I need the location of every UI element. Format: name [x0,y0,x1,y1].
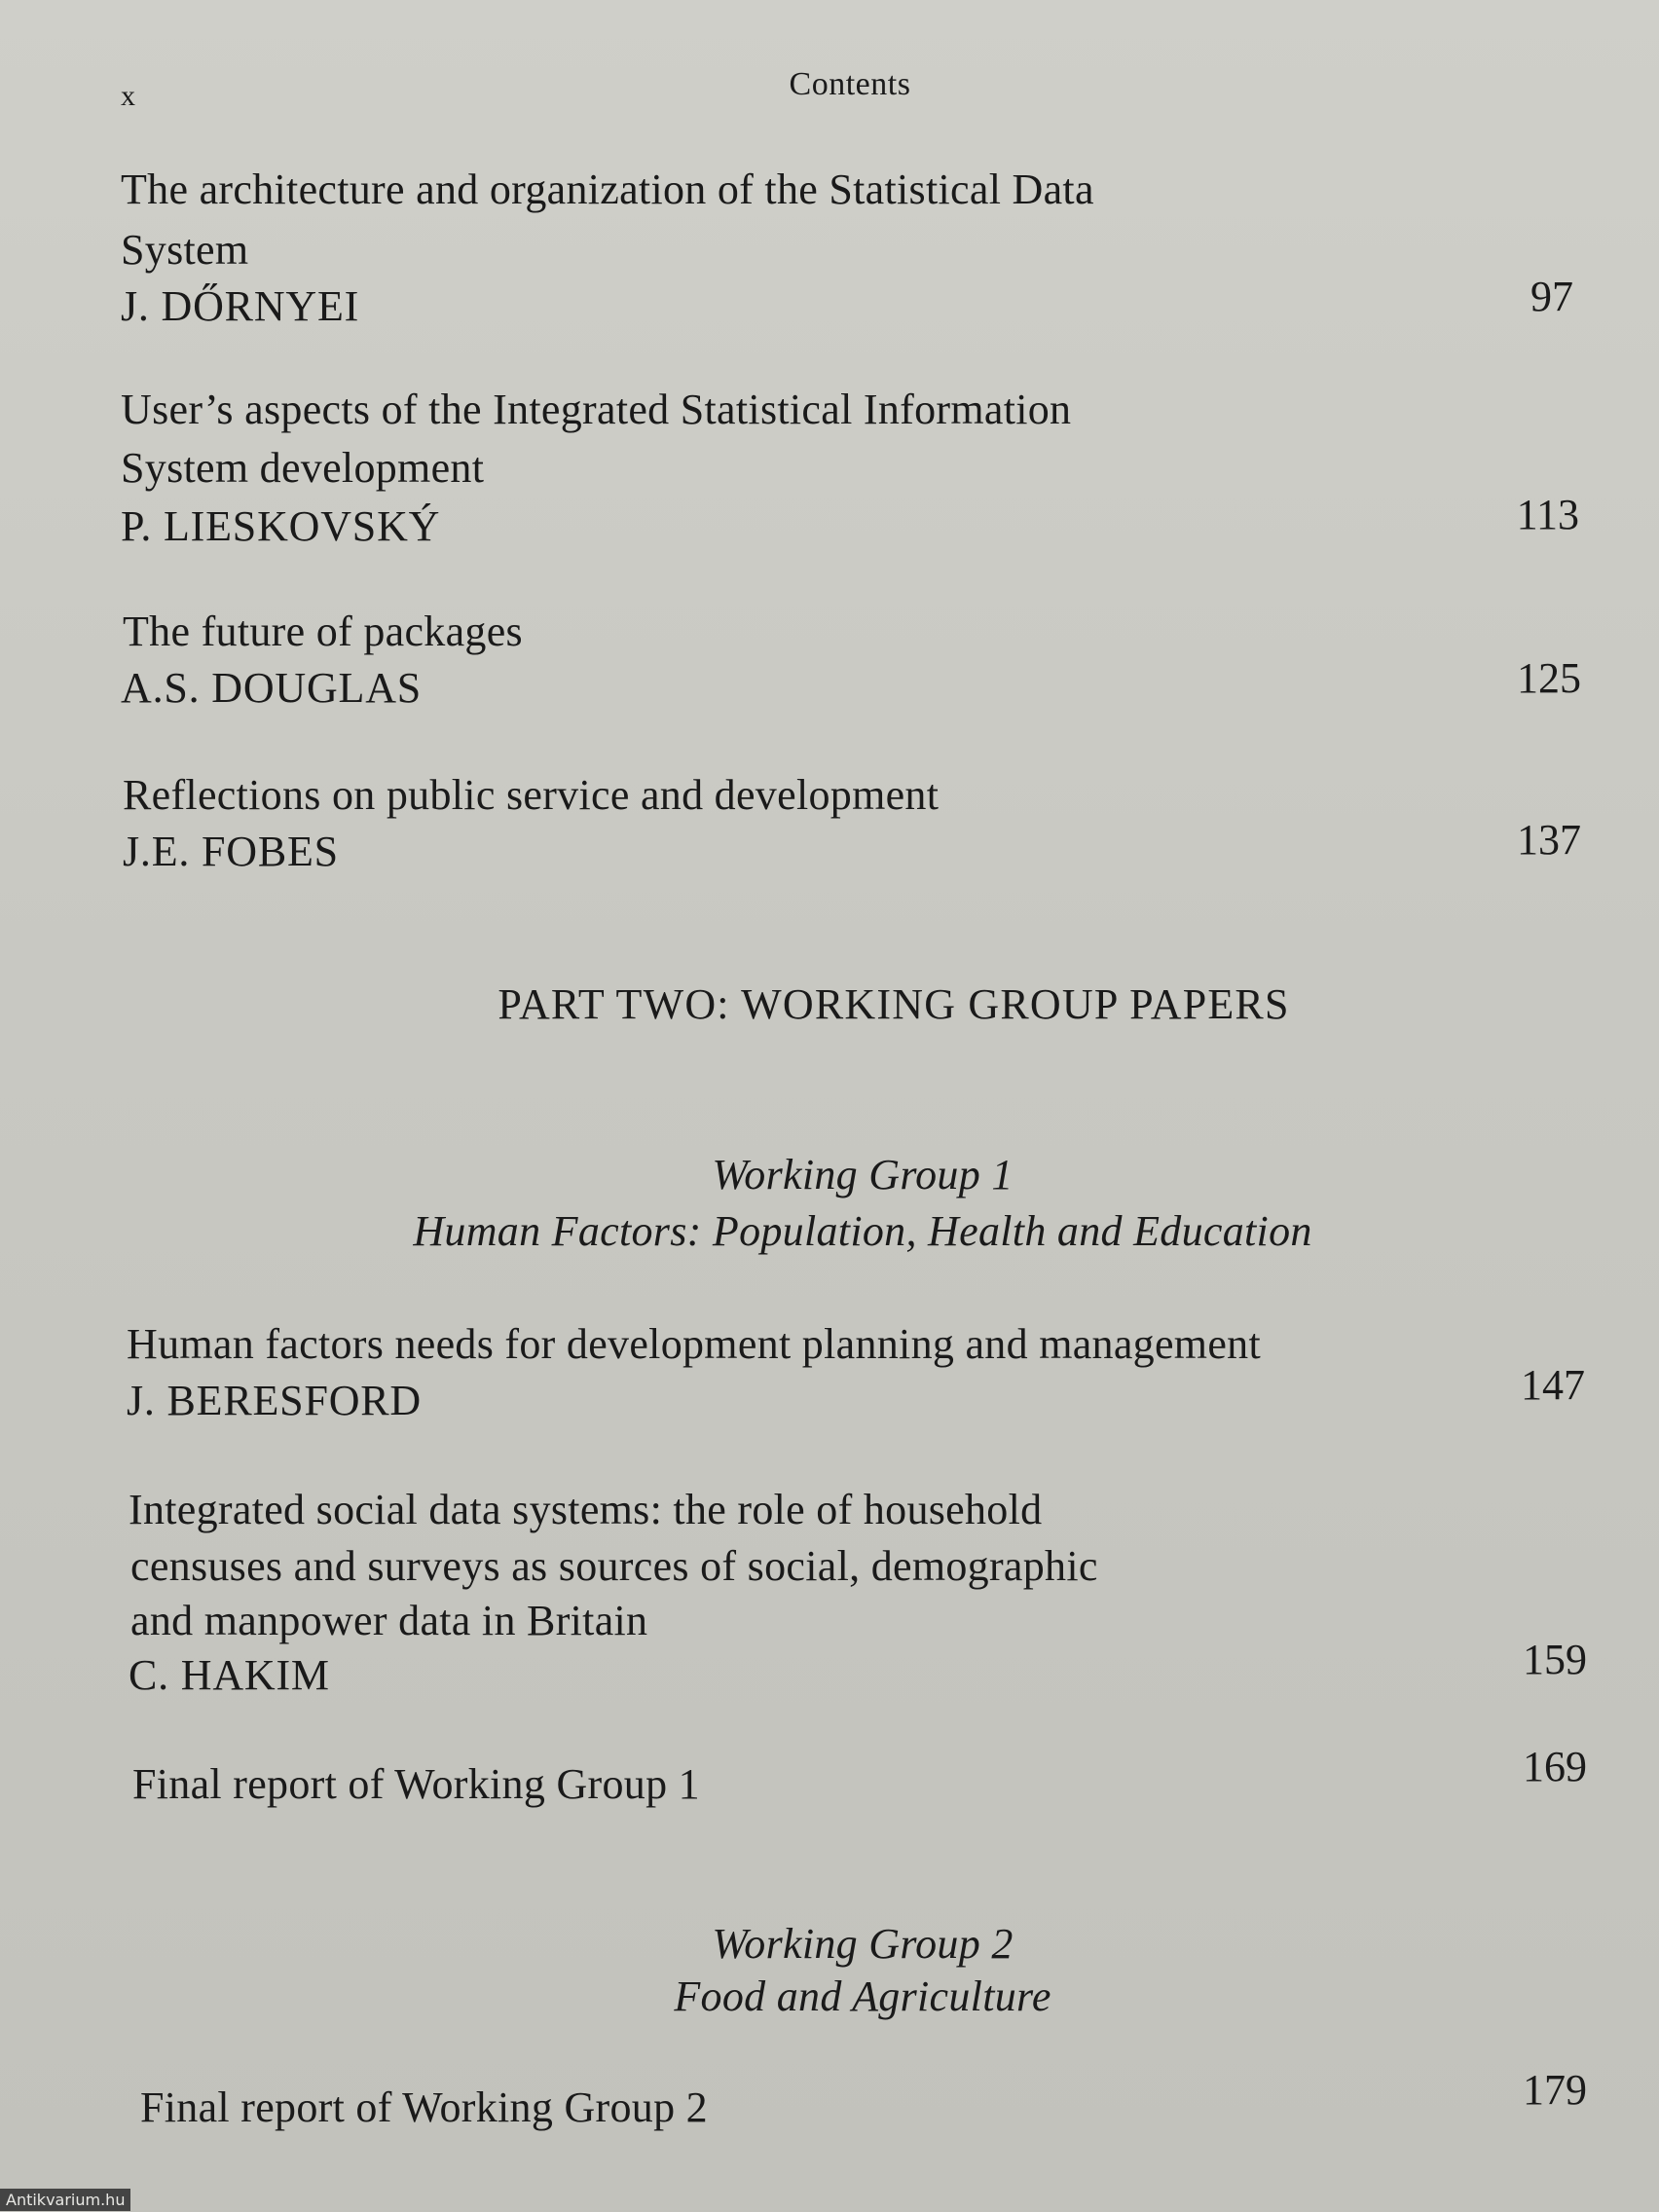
wg1-entry-1-title-line-1: Human factors needs for development planning and management [127,1320,1261,1368]
entry-1-author: J. DŐRNYEI [121,282,360,330]
wg1-entry-1-author: J. BERESFORD [127,1377,423,1424]
entry-1-title-line-2: System [121,226,249,274]
wg1-entry-2-title-line-2: censuses and surveys as sources of social, demographic [130,1542,1098,1590]
entry-1-title-line-1: The architecture and organization of the Statistical Data [121,166,1094,213]
wg2-entry-1-title-line-1: Final report of Working Group 2 [140,2083,708,2131]
working-group-1-subtitle: Human Factors: Population, Health and Education [413,1207,1312,1255]
wg1-entry-1-page-number: 147 [1521,1361,1585,1409]
running-head: Contents [789,66,911,102]
entry-2-page-number: 113 [1516,491,1579,538]
entry-4-title-line-1: Reflections on public service and development [123,771,940,819]
working-group-2-label: Working Group 2 [712,1920,1014,1968]
wg1-entry-2-title-line-3: and manpower data in Britain [130,1597,648,1644]
entry-2-title-line-1: User’s aspects of the Integrated Statistical Information [121,386,1072,433]
entry-3-author: A.S. DOUGLAS [121,664,423,712]
entry-4-author: J.E. FOBES [123,828,339,875]
entry-4-page-number: 137 [1517,816,1581,864]
wg1-entry-2-author: C. HAKIM [129,1651,330,1699]
entry-2-author: P. LIESKOVSKÝ [121,502,441,550]
entry-2-title-line-2: System development [121,444,485,492]
wg1-entry-2-title-line-1: Integrated social data systems: the role of household [129,1486,1043,1533]
wg1-entry-3-title-line-1: Final report of Working Group 1 [132,1760,700,1808]
entry-3-page-number: 125 [1517,654,1581,702]
entry-3-title-line-1: The future of packages [123,608,523,655]
entry-1-page-number: 97 [1530,273,1573,320]
wg1-entry-2-page-number: 159 [1523,1636,1587,1683]
wg2-entry-1-page-number: 179 [1523,2066,1587,2114]
working-group-2-subtitle: Food and Agriculture [674,1972,1051,2020]
working-group-1-label: Working Group 1 [712,1151,1014,1198]
watermark-text: Antikvarium.hu [0,2189,130,2211]
part-two-heading: PART TWO: WORKING GROUP PAPERS [498,980,1290,1028]
page-folio: x [121,80,136,112]
wg1-entry-3-page-number: 169 [1523,1743,1587,1790]
